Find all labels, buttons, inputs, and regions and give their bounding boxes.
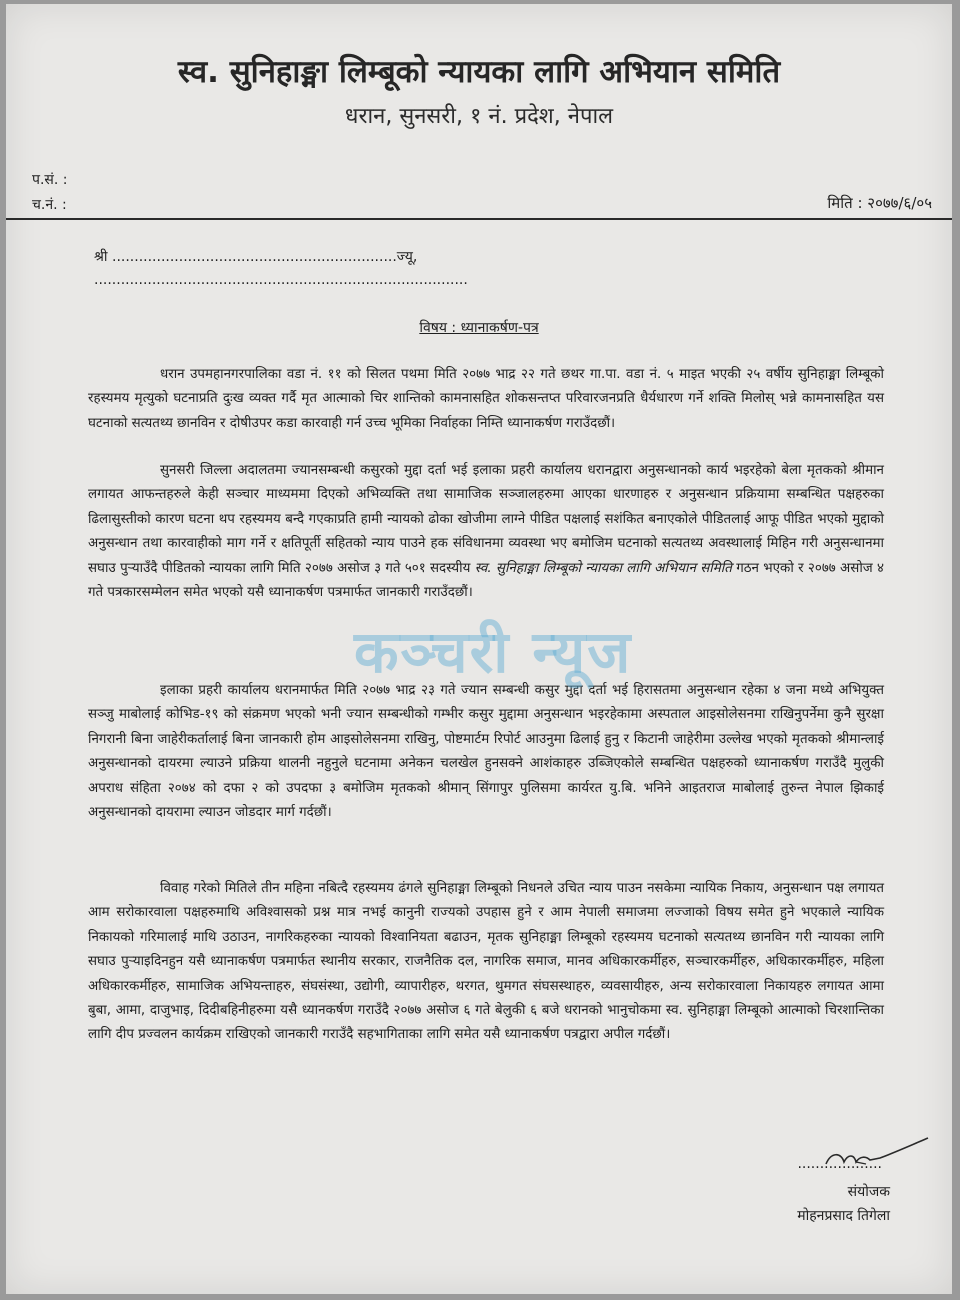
reference-ps-label: प.सं. : (32, 172, 68, 188)
signatory-title: संयोजक (847, 1184, 890, 1200)
organization-name: स्व. सुनिहाङ्मा लिम्बूको न्यायका लागि अभियान समिति (177, 54, 781, 90)
reference-cn-label: च.नं. : (32, 197, 67, 213)
committee-name-italic: स्व. सुनिहाङ्मा लिम्बूको न्यायका लागि अभियान समिति (474, 560, 732, 576)
letter-sheet (6, 4, 952, 1294)
addressee-line: श्री ................................................................ज्यू, (94, 249, 418, 265)
header-divider (6, 218, 952, 220)
signatory-name: मोहनप्रसाद तिगेला (797, 1208, 890, 1224)
body-paragraph-3: इलाका प्रहरी कार्यालय धरानमार्फत मिति २०७७ भाद्र २३ गते ज्यान सम्बन्धी कसुर मुद्दा दर्ता भई हिरासतमा अनुसन्धान रहेका ४ जना मध्ये अभियुक्त सञ्जु माबोलाई कोभिड-१९ को संक्रमण भएको भनी ज्यान सम्बन्धीको गम्भीर कसुर मुद्दामा अनुसन्धान भइरहेकामा अस्पताल आइसोलेसनमा राखिनुपर्नेमा कुनै सुरक्षा निगरानी बिना जाहेरीकर्तालाई बिना जानकारी होम आइसोलेसनमा राखिनु, पोष्टमार्टम रिपोर्ट आउनुमा ढिलाई हुनु र किटानी जाहेरीमा उल्लेख भएको मृतकको श्रीमान्लाई अनुसन्धानको दायरमा ल्याउने प्रक्रिया थालनी नहुनुले घटनामा अनेकन चलखेल हुनसक्ने आशंकाहरु उब्जिएकोले सम्बन्धित पक्षहरुको ध्यानाकर्षण गराउँदै मुलुकी अपराध संहिता २०७४ को दफा २ को उपदफा ३ बमोजिम मृतकको श्रीमान् सिंगापुर पुलिसमा कार्यरत यु.बि. भनिने आइतराज माबोलाई तुरुन्त नेपाल झिकाई अनुसन्धानको दायरामा ल्याउन जोडदार मार्ग गर्दछौं। (88, 683, 884, 821)
news-watermark: कञ्चरी न्यूज (354, 618, 633, 686)
organization-address: धरान, सुनसरी, १ नं. प्रदेश, नेपाल (344, 104, 614, 129)
body-paragraph-2-part-b: गठन भएको र २०७७ असोज ४ गते पत्रकारसम्मेलन समेत भएको यसै ध्यानाकर्षण पत्रमार्फत जानकारी गराउँदछौं। (88, 560, 884, 601)
signature-dotted-line: ................... (797, 1156, 882, 1172)
addressee-line-2: .................................................................................... (94, 272, 468, 288)
body-paragraph-1: धरान उपमहानगरपालिका वडा नं. ११ को सिलत पथमा मिति २०७७ भाद्र २२ गते छथर गा.पा. वडा नं. ५ माइत भएकी २५ वर्षीय सुनिहाङ्मा लिम्बूको रहस्यमय मृत्युको घटनाप्रति दुःख व्यक्त गर्दै मृत आत्माको चिर शान्तिको कामनासहित शोकसन्तप्त परिवारजनप्रति धैर्यधारण गर्ने शक्ति मिलोस् भन्ने कामनासहित यस घटनाको सत्यतथ्य छानविन र दोषीउपर कडा कारवाही गर्न उच्च भूमिका निर्वाहका निम्ति ध्यानाकर्षण गराउँदछौं। (88, 367, 884, 431)
body-paragraph-2-part-a: सुनसरी जिल्ला अदालतमा ज्यानसम्बन्धी कसुरको मुद्दा दर्ता भई इलाका प्रहरी कार्यालय धरानद्वारा अनुसन्धानको कार्य भइरहेको बेला मृतकको श्रीमान लगायत आफन्तहरुले केही सञ्चार माध्यममा दिएको अभिव्यक्ति तथा सामाजिक सञ्जालहरुमा आएका धारणाहरु र अनुसन्धान प्रक्रियामा सम्बन्धित पक्षहरुका ढिलासुस्तीको कारण घटना थप रहस्यमय बन्दै गएकाप्रति हामी न्यायको ढोका खोजीमा लाग्ने पीडित पक्षलाई सशंकित बनाएकोले पीडितलाई आफू पीडित भएको मुद्दाको अनुसन्धान तथा कारवाहीको माग गर्ने र क्षतिपूर्ती सहितको न्याय पाउने हक संविधानमा व्यवस्था भए बमोजिम घटनाको सत्यतथ्य अवस्थालाई मिहिन गरी अनुसन्धानमा सघाउ पुऱ्याउँदै पीडितको न्यायका लागि मिति २०७७ असोज ३ गते ५०१ सदस्यीय (88, 463, 884, 576)
subject-text: विषय : ध्यानाकर्षण-पत्र (419, 320, 539, 336)
letter-date: मिति : २०७७/६/०५ (827, 194, 932, 212)
body-paragraph-2 (88, 459, 884, 605)
body-paragraph-4: विवाह गरेको मितिले तीन महिना नबित्दै रहस्यमय ढंगले सुनिहाङ्मा लिम्बूको निधनले उचित न्याय पाउन नसकेमा न्यायिक निकाय, अनुसन्धान पक्ष लगायत आम सरोकारवाला पक्षहरुमाथि अविश्वासको प्रश्न मात्र नभई कानुनी राज्यको उपहास हुने र आम नेपाली समाजमा लज्जाको विषय समेत हुने भएकाले न्यायिक निकायको गरिमालाई माथि उठाउन, नागरिकहरुका न्यायको विश्वानियता बढाउन, मृतक सुनिहाङ्मा लिम्बूको रहस्यमय घटनाको सत्यतथ्य छानविन गरी न्यायका लागि सघाउ पुऱ्याइदिनहुन यसै ध्यानाकर्षण पत्रमार्फत स्थानीय सरकार, राजनैतिक दल, नागरिक समाज, मानव अधिकारकर्मीहरु, सञ्चारकर्मीहरु, अधिकारकर्मीहरु, महिला अधिकारकर्मीहरु, सामाजिक अभियन्ताहरु, संघसंस्था, उद्योगी, व्यापारीहरु, थरगत, थुमगत संघसस्थाहरु, व्यवसायीहरु, अन्य सरोकारवाला निकायहरु लगायत आमा बुबा, आमा, दाजुभाइ, दिदीबहिनीहरुमा यसै ध्यानकर्षण गराउँदै २०७७ असोज ६ गते बेलुकी ६ बजे धरानको भानुचोकमा स्व. सुनिहाङ्मा लिम्बूको आत्माको चिरशान्तिका लागि दीप प्रज्वलन कार्यक्रम राखिएको जानकारी गराउँदै सहभागिताका लागि समेत यसै ध्यानाकर्षण पत्रद्वारा अपील गर्दछौं। (88, 881, 884, 1043)
subject-heading (6, 318, 952, 337)
